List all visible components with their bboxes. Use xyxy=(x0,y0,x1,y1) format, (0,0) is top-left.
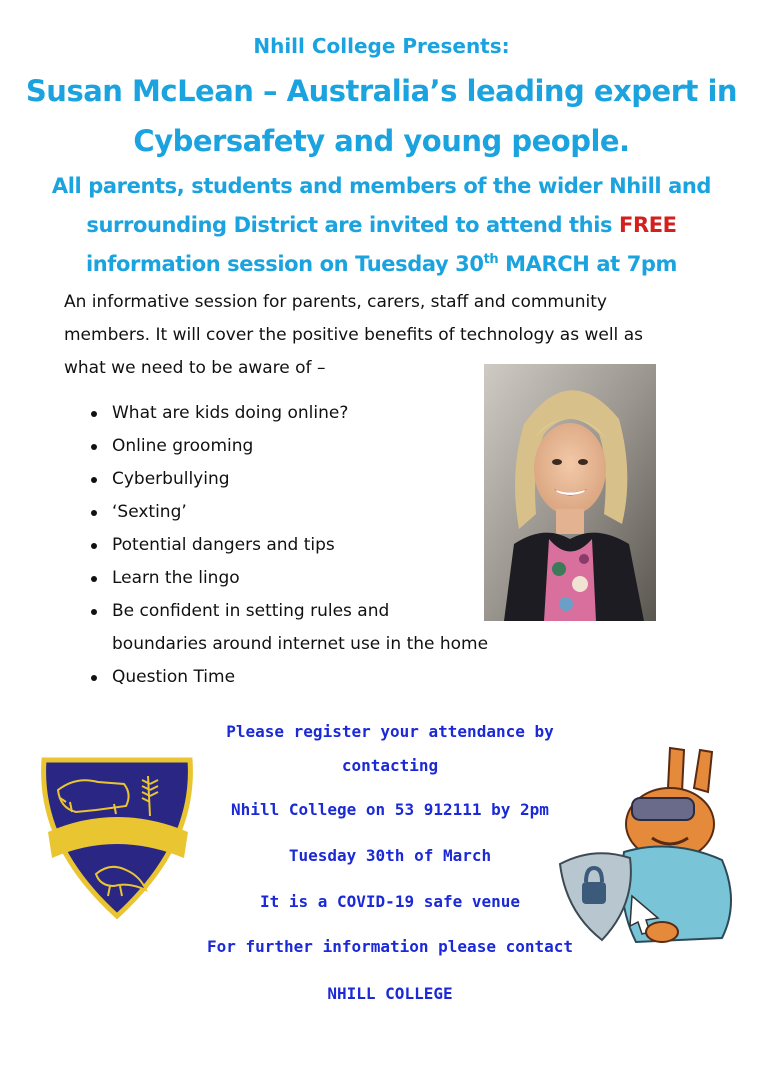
phone-line: Nhill College on 53 912111 by 2pm xyxy=(231,800,549,819)
date-suffix: th xyxy=(483,252,499,267)
title-line-2: Cybersafety and young people. xyxy=(133,124,630,158)
free-label: FREE xyxy=(619,213,677,237)
invite-line-3-text: information session on Tuesday 30 xyxy=(85,252,484,276)
college-name: NHILL COLLEGE xyxy=(327,984,453,1003)
list-item xyxy=(112,595,552,661)
invite-line-2-text: surrounding District are invited to attend this xyxy=(86,213,620,237)
list-item: What are kids doing online? xyxy=(112,397,552,430)
topic-list xyxy=(112,397,552,694)
further-info-line: For further information please contact xyxy=(206,937,574,956)
list-item-line: boundaries around internet use in the home xyxy=(112,634,489,654)
date-line: Tuesday 30th of March xyxy=(288,846,492,865)
intro-line-2: members. It will cover the positive benefits of technology as well as xyxy=(64,325,643,345)
list-item: Learn the lingo xyxy=(112,562,552,595)
list-item: Question Time xyxy=(112,661,552,694)
invite-line-1: All parents, students and members of the wider Nhill and xyxy=(51,174,712,198)
list-item: ‘Sexting’ xyxy=(112,496,552,529)
covid-line: It is a COVID-19 safe venue xyxy=(259,892,521,911)
presents-heading: Nhill College Presents: xyxy=(253,34,510,58)
college-crest-logo xyxy=(36,754,198,920)
invite-line-3 xyxy=(0,252,763,276)
list-item: Cyberbullying xyxy=(112,463,552,496)
register-line-2: contacting xyxy=(341,756,439,775)
intro-line-3: what we need to be aware of – xyxy=(64,358,326,378)
invite-line-3-end: MARCH at 7pm xyxy=(498,252,678,276)
list-item: Online grooming xyxy=(112,430,552,463)
intro-line-1: An informative session for parents, carers, staff and community xyxy=(64,292,607,312)
list-item: Potential dangers and tips xyxy=(112,529,552,562)
title-line-1: Susan McLean – Australia’s leading expert in xyxy=(25,74,738,108)
register-line-1: Please register your attendance by xyxy=(226,722,554,741)
invite-line-2 xyxy=(0,213,763,237)
cyber-mascot-illustration xyxy=(552,742,746,948)
list-item-line: Be confident in setting rules and xyxy=(112,601,390,621)
